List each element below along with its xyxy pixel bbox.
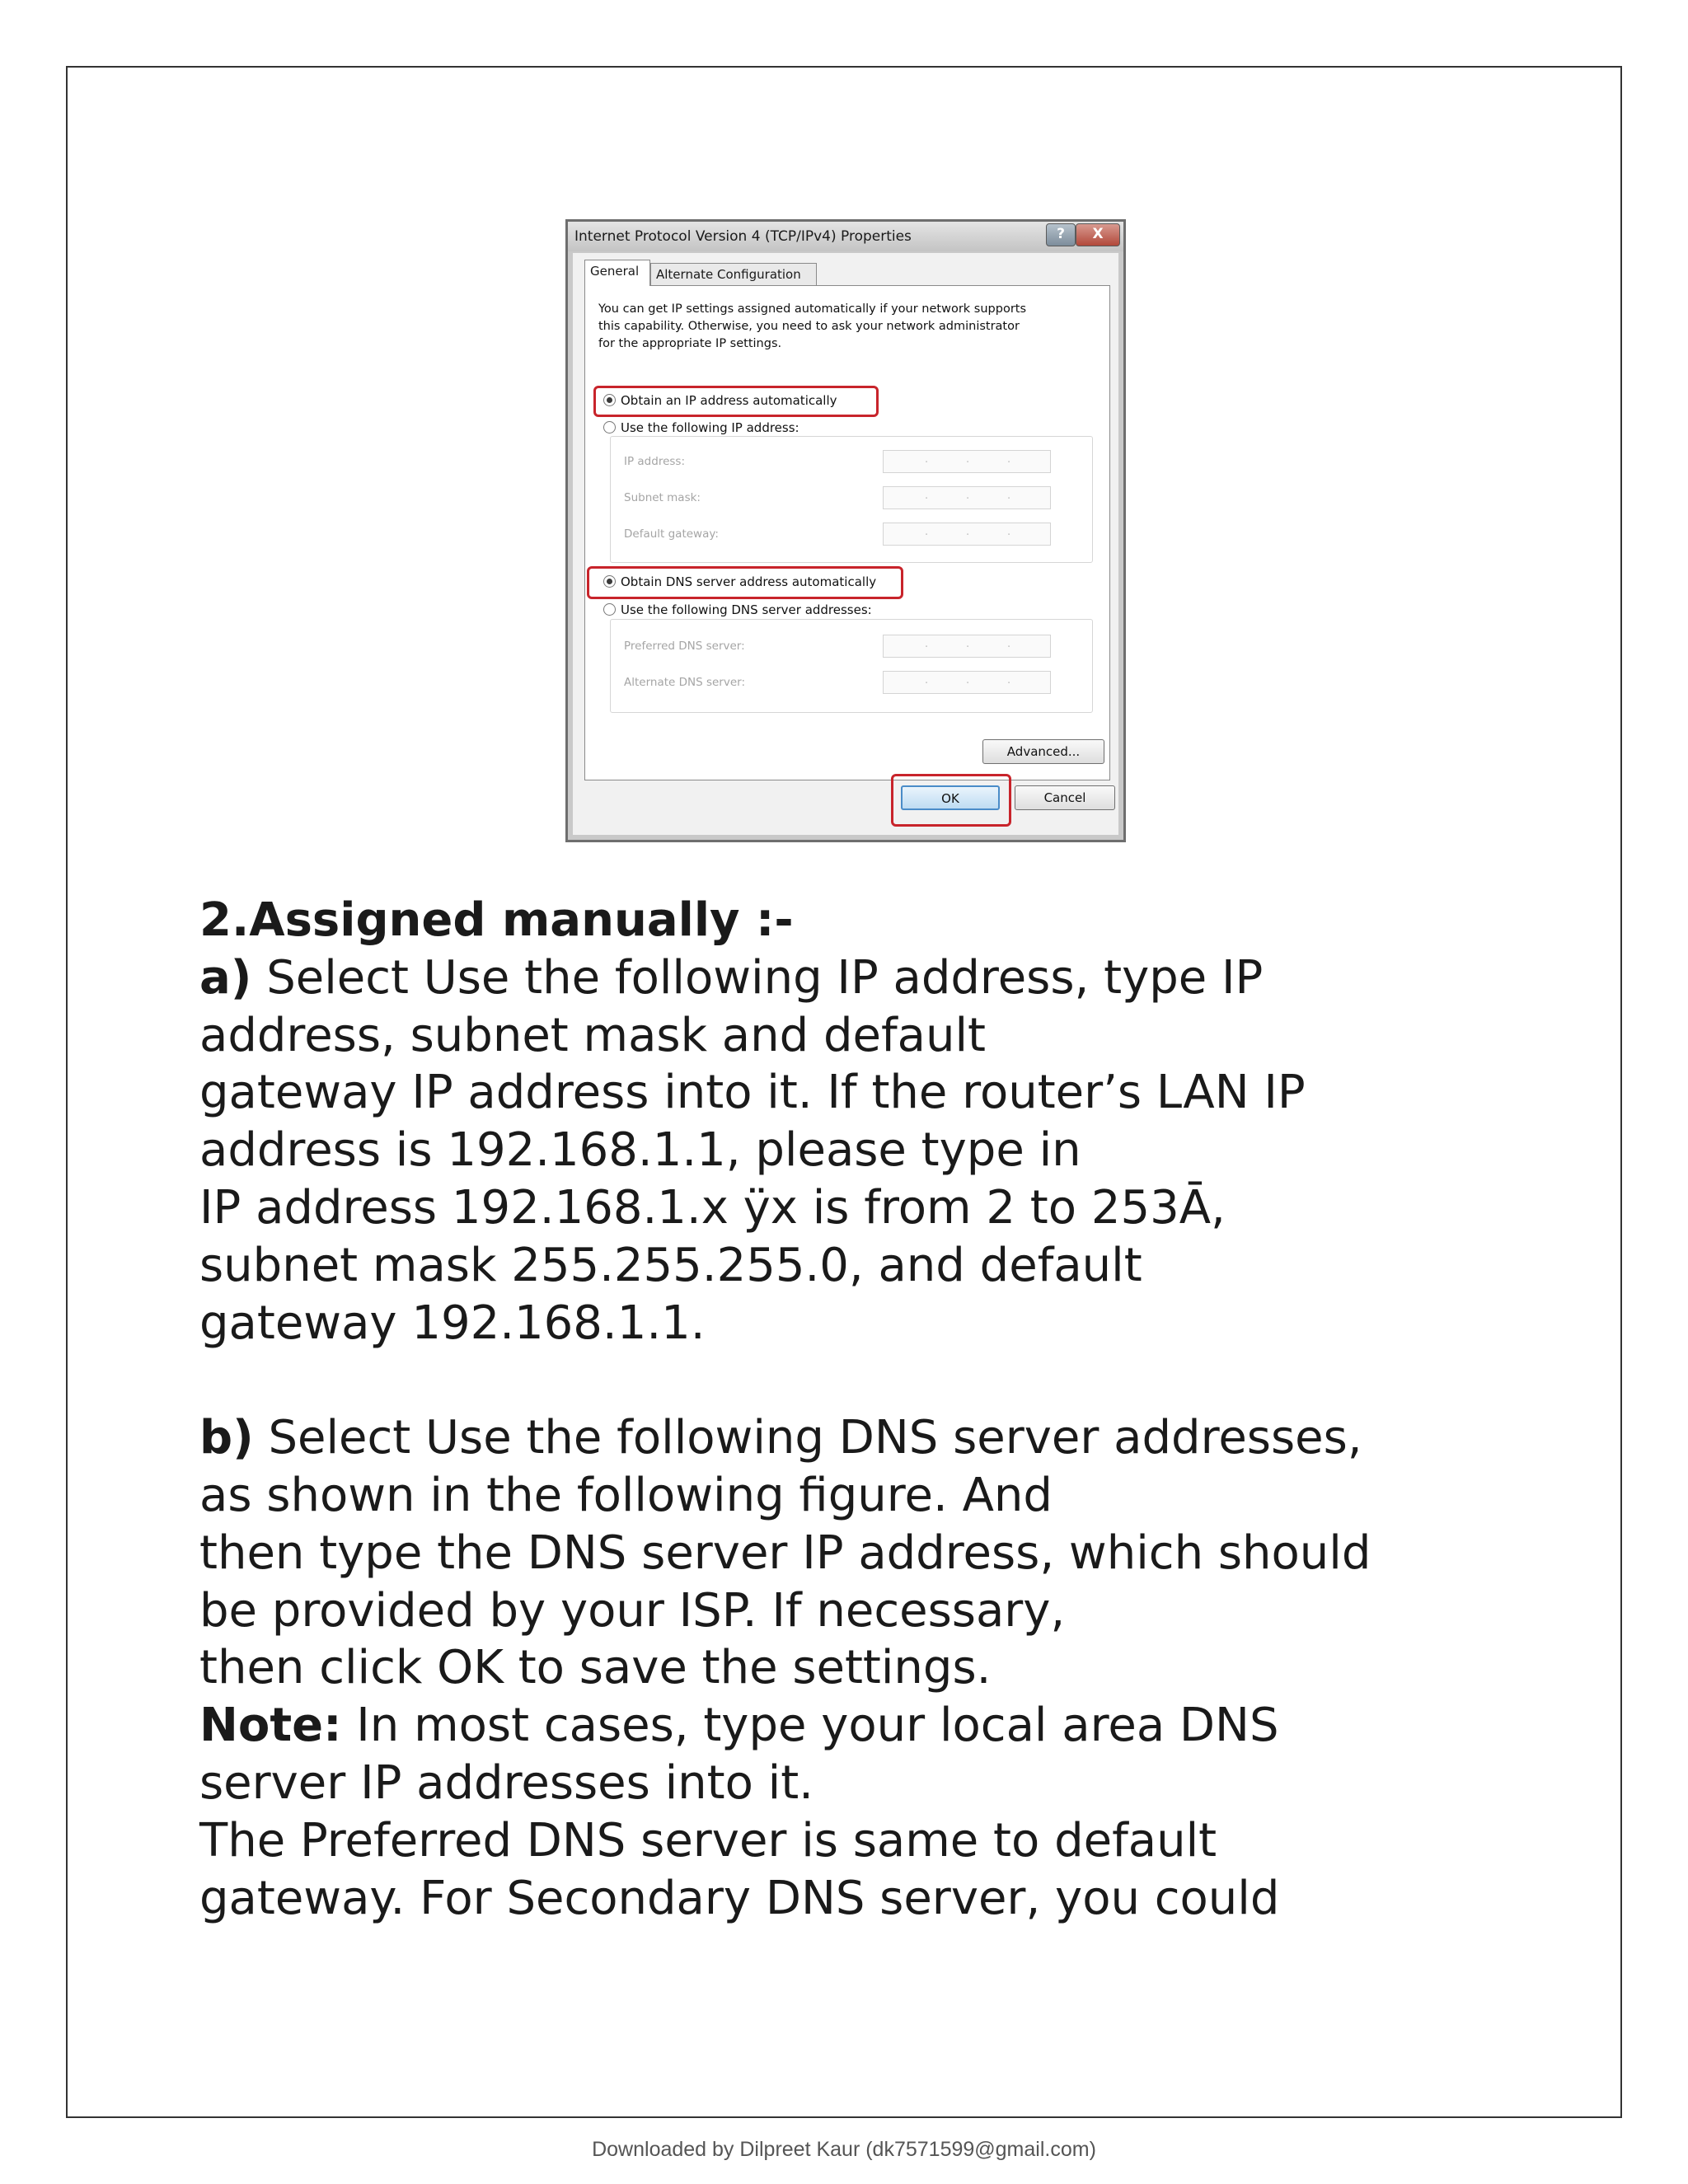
- dialog-title: Internet Protocol Version 4 (TCP/IPv4) Properties: [574, 228, 912, 245]
- step-b-line: be provided by your ISP. If necessary,: [199, 1583, 1066, 1638]
- radio-use-following-dns[interactable]: Use the following DNS server addresses:: [603, 602, 872, 617]
- step-b-line: then type the DNS server IP address, which should: [199, 1526, 1372, 1580]
- advanced-button[interactable]: Advanced...: [982, 739, 1104, 764]
- step-a-marker: a): [199, 950, 252, 1005]
- ip-address-label: IP address:: [624, 455, 685, 468]
- step-a-line: address is 192.168.1.1, please type in: [199, 1123, 1081, 1178]
- ip-group-box: [610, 436, 1093, 563]
- dialog-titlebar: [568, 222, 1123, 251]
- intro-text: You can get IP settings assigned automatically if your network supports this capability. Otherwise, you need to ask your network administrator for the appropriate IP settings.: [598, 302, 1027, 350]
- subnet-mask-field[interactable]: . . .: [883, 486, 1051, 509]
- step-b-line: as shown in the following figure. And: [199, 1468, 1053, 1522]
- ok-button[interactable]: OK: [901, 785, 1000, 810]
- help-button[interactable]: ?: [1046, 223, 1076, 246]
- ip-address-field[interactable]: . . .: [883, 450, 1051, 473]
- subnet-mask-label: Subnet mask:: [624, 491, 701, 504]
- default-gateway-field[interactable]: . . .: [883, 523, 1051, 546]
- note-line: The Preferred DNS server is same to default: [199, 1813, 1217, 1868]
- step-a-line: subnet mask 255.255.255.0, and default: [199, 1238, 1142, 1292]
- alternate-dns-label: Alternate DNS server:: [624, 676, 746, 689]
- cancel-button[interactable]: Cancel: [1015, 785, 1115, 810]
- section-heading: 2.Assigned manually :-: [199, 893, 794, 947]
- preferred-dns-field[interactable]: . . .: [883, 635, 1051, 658]
- note-line: server IP addresses into it.: [199, 1755, 814, 1810]
- radio-obtain-ip-auto[interactable]: Obtain an IP address automatically: [603, 393, 837, 408]
- step-a-line: gateway 192.168.1.1.: [199, 1296, 706, 1350]
- step-a-line: gateway IP address into it. If the router’s LAN IP: [199, 1066, 1306, 1120]
- default-gateway-label: Default gateway:: [624, 527, 719, 541]
- tcpip-properties-dialog: [565, 219, 1126, 842]
- step-b-marker: b): [199, 1411, 254, 1465]
- instructions-text: 2.Assigned manually :- a) Select Use the following IP address, type IP address, subnet mask and default gateway IP address into it. If the router’s LAN IP address is 192.168.1.1, please type in IP address 192.168.1.x ÿx is from 2 to 253Ā, subnet mask 255.255.255.0, and default gateway 192.168.1.1. b) Select Use the following DNS server addresses, as shown in the following figure. And then type the DNS server IP address, which should be provided by your ISP. If necessary, then click OK to save the settings. Note: In most cases, type your local area DNS server IP addresses into it. The Preferred DNS server is same to default gateway. For Secondary DNS server, you could: [199, 892, 1551, 1927]
- radio-obtain-dns-auto[interactable]: Obtain DNS server address automatically: [603, 574, 876, 589]
- note-marker: Note:: [199, 1699, 342, 1753]
- step-a-line: IP address 192.168.1.x ÿx is from 2 to 253Ā,: [199, 1180, 1226, 1235]
- alternate-dns-field[interactable]: . . .: [883, 671, 1051, 694]
- radio-unchecked-icon: [603, 603, 616, 616]
- radio-checked-icon: [603, 575, 616, 588]
- tab-general[interactable]: General: [584, 260, 650, 286]
- radio-checked-icon: [603, 394, 616, 406]
- step-b-line: then click OK to save the settings.: [199, 1641, 992, 1695]
- tab-alternate-configuration[interactable]: Alternate Configuration: [650, 263, 817, 286]
- radio-use-following-ip[interactable]: Use the following IP address:: [603, 420, 799, 435]
- general-tab-panel: [584, 285, 1110, 780]
- dns-group-box: [610, 619, 1093, 713]
- close-button[interactable]: X: [1076, 223, 1120, 246]
- download-footer: Downloaded by Dilpreet Kaur (dk7571599@gmail.com): [592, 2138, 1096, 2161]
- step-a-line: address, subnet mask and default: [199, 1008, 986, 1062]
- radio-unchecked-icon: [603, 421, 616, 434]
- dialog-client: [573, 253, 1118, 835]
- note-line: gateway. For Secondary DNS server, you could: [199, 1871, 1280, 1925]
- preferred-dns-label: Preferred DNS server:: [624, 640, 745, 653]
